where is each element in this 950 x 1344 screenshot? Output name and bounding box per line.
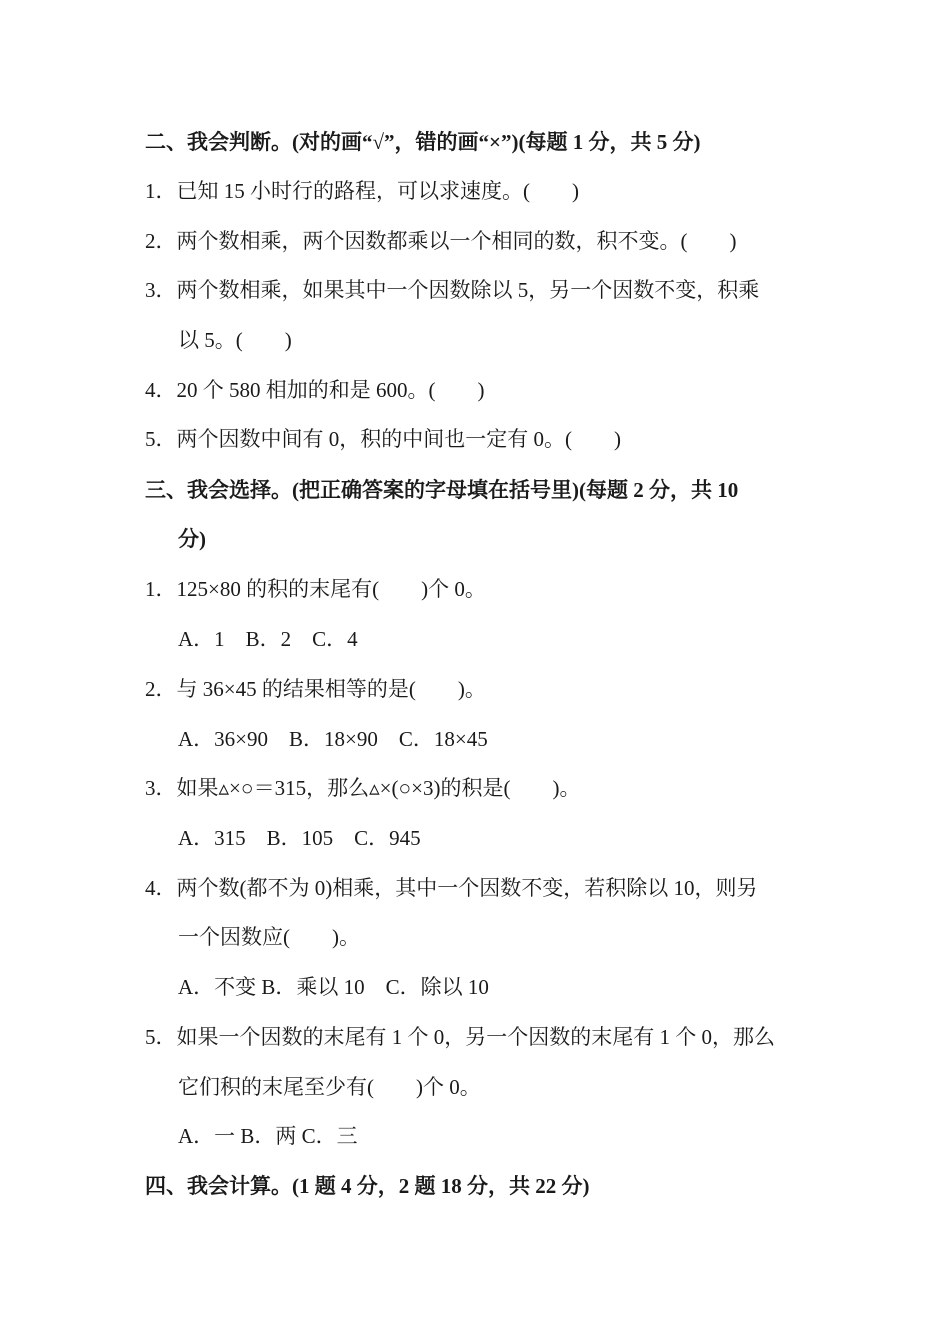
judge-item-3-continuation: 以 5。( ) [178, 328, 292, 352]
choose-item-4-continuation: 一个因数应( )。 [178, 925, 360, 949]
item-text: 如果▵×○＝315，那么▵×(○×3)的积是( )。 [176, 776, 581, 800]
choose-item-3-options: A．315 B．105 C．945 [178, 826, 421, 850]
item-text: 两个因数中间有 0，积的中间也一定有 0。( ) [176, 427, 621, 451]
item-number: 5． [145, 427, 177, 451]
item-number: 1． [145, 179, 177, 203]
item-number: 1． [145, 577, 177, 601]
judge-item-1 [145, 177, 579, 205]
item-number: 4． [145, 876, 177, 900]
choose-item-4-options: A．不变 B．乘以 10 C．除以 10 [178, 975, 489, 999]
judge-item-3 [145, 276, 759, 304]
item-text: 两个数相乘，两个因数都乘以一个相同的数，积不变。( ) [176, 229, 737, 253]
judge-item-4 [145, 376, 485, 404]
section-choose-heading-continuation: 分) [178, 527, 206, 551]
choose-item-5 [145, 1023, 775, 1051]
item-number: 2． [145, 229, 177, 253]
section-judge-heading: 二、我会判断。(对的画“√”，错的画“×”)(每题 1 分，共 5 分) [145, 130, 701, 154]
item-number: 5． [145, 1025, 177, 1049]
choose-item-5-options: A．一 B．两 C．三 [178, 1124, 358, 1148]
section-choose-heading: 三、我会选择。(把正确答案的字母填在括号里)(每题 2 分，共 10 [145, 478, 739, 502]
item-text: 两个数相乘，如果其中一个因数除以 5，另一个因数不变，积乘 [176, 278, 760, 302]
item-number: 4． [145, 378, 177, 402]
item-number: 2． [145, 677, 177, 701]
choose-item-4 [145, 874, 757, 902]
choose-item-1 [145, 575, 486, 603]
choose-item-1-options: A．1 B．2 C．4 [178, 627, 358, 651]
choose-item-2 [145, 675, 486, 703]
item-text: 如果一个因数的末尾有 1 个 0，另一个因数的末尾有 1 个 0，那么 [176, 1025, 775, 1049]
item-number: 3． [145, 776, 177, 800]
item-text: 两个数(都不为 0)相乘，其中一个因数不变，若积除以 10，则另 [176, 876, 758, 900]
item-text: 已知 15 小时行的路程，可以求速度。( ) [176, 179, 579, 203]
choose-item-2-options: A．36×90 B．18×90 C．18×45 [178, 727, 488, 751]
item-text: 与 36×45 的结果相等的是( )。 [176, 677, 486, 701]
choose-item-5-continuation: 它们积的末尾至少有( )个 0。 [178, 1075, 481, 1099]
item-text: 125×80 的积的末尾有( )个 0。 [176, 577, 486, 601]
judge-item-2 [145, 227, 736, 255]
judge-item-5 [145, 425, 621, 453]
item-number: 3． [145, 278, 177, 302]
choose-item-3 [145, 774, 580, 802]
section-calc-heading: 四、我会计算。(1 题 4 分，2 题 18 分，共 22 分) [145, 1174, 590, 1198]
item-text: 20 个 580 相加的和是 600。( ) [176, 378, 485, 402]
